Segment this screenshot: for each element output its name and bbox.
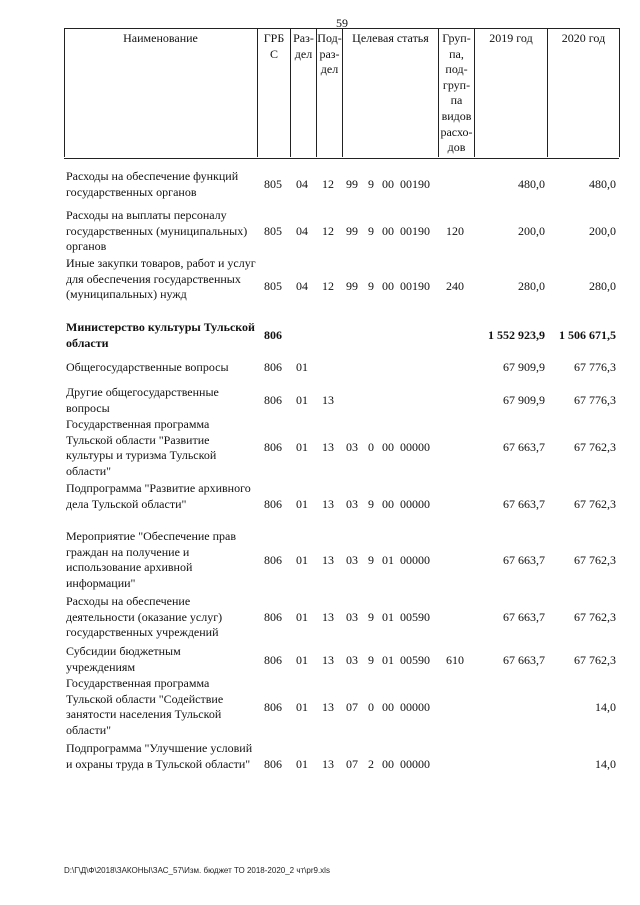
row-cs-direction: 00190 <box>400 177 430 191</box>
row-name: Общегосударственные вопросы <box>66 360 229 374</box>
row-grbs: 805 <box>264 224 282 238</box>
row-razdel: 01 <box>296 610 308 624</box>
row-value-2019: 67 909,9 <box>503 393 545 407</box>
row-cs-program: 03 <box>346 610 358 624</box>
row-value-2019: 67 663,7 <box>503 610 545 624</box>
row-cs-program: 03 <box>346 497 358 511</box>
file-path-footer: D:\Г\Д\Ф\2018\ЗАКОНЫ\ЗАС_57\Изм. бюджет ТО 2018-2020_2 чт\pr9.xls <box>64 866 330 875</box>
row-value-2019: 280,0 <box>518 279 545 293</box>
row-cs-program: 07 <box>346 757 358 771</box>
row-grbs: 806 <box>264 553 282 567</box>
row-cs-program: 99 <box>346 224 358 238</box>
row-cs-subprogram: 9 <box>368 653 374 667</box>
row-value-2020: 67 762,3 <box>574 553 616 567</box>
row-value-2020: 14,0 <box>595 700 616 714</box>
row-razdel: 04 <box>296 279 308 293</box>
row-razdel: 01 <box>296 700 308 714</box>
row-podrazdel: 13 <box>322 653 334 667</box>
row-expense-type: 120 <box>446 224 464 238</box>
page-number: 59 <box>336 16 348 30</box>
row-name: Министерство культуры Тульской области <box>66 320 255 350</box>
row-cs-event: 01 <box>382 553 394 567</box>
row-cs-direction: 00000 <box>400 700 430 714</box>
row-grbs: 806 <box>264 440 282 454</box>
row-razdel: 04 <box>296 224 308 238</box>
divider <box>547 28 548 157</box>
row-name: Подпрограмма "Улучшение условий и охраны труда в Тульской области" <box>66 741 253 771</box>
row-value-2019: 67 663,7 <box>503 653 545 667</box>
header-expense-group: Груп-па, под-груп-па видов расхо-дов <box>440 31 473 155</box>
row-value-2020: 67 776,3 <box>574 360 616 374</box>
row-cs-subprogram: 9 <box>368 610 374 624</box>
row-podrazdel: 12 <box>322 177 334 191</box>
row-podrazdel: 13 <box>322 553 334 567</box>
row-grbs: 806 <box>264 700 282 714</box>
row-grbs: 806 <box>264 393 282 407</box>
row-cs-event: 00 <box>382 224 394 238</box>
row-expense-type: 610 <box>446 653 464 667</box>
divider <box>257 28 258 157</box>
row-cs-direction: 00000 <box>400 553 430 567</box>
row-cs-subprogram: 9 <box>368 224 374 238</box>
header-name: Наименование <box>123 31 198 45</box>
header-razdel: Раз-дел <box>293 31 314 61</box>
header-2019: 2019 год <box>489 31 533 45</box>
row-cs-program: 99 <box>346 279 358 293</box>
row-name: Расходы на выплаты персоналу государственных (муниципальных) органов <box>66 208 248 254</box>
row-podrazdel: 13 <box>322 700 334 714</box>
row-value-2020: 67 776,3 <box>574 393 616 407</box>
row-grbs: 806 <box>264 610 282 624</box>
row-value-2020: 67 762,3 <box>574 497 616 511</box>
row-cs-subprogram: 9 <box>368 553 374 567</box>
row-podrazdel: 13 <box>322 440 334 454</box>
row-podrazdel: 13 <box>322 393 334 407</box>
row-grbs: 806 <box>264 328 282 342</box>
row-cs-direction: 00590 <box>400 610 430 624</box>
row-razdel: 01 <box>296 393 308 407</box>
row-razdel: 01 <box>296 440 308 454</box>
row-cs-direction: 00000 <box>400 440 430 454</box>
header-2020: 2020 год <box>561 31 606 45</box>
row-grbs: 806 <box>264 757 282 771</box>
row-name: Мероприятие "Обеспечение прав граждан на получение и использование архивной информации" <box>66 529 237 590</box>
row-cs-event: 00 <box>382 177 394 191</box>
row-value-2019: 67 909,9 <box>503 360 545 374</box>
row-value-2019: 1 552 923,9 <box>488 328 545 342</box>
divider <box>474 28 475 157</box>
row-name: Государственная программа Тульской области "Развитие культуры и туризма Тульской области" <box>66 417 217 478</box>
row-value-2019: 67 663,7 <box>503 497 545 511</box>
row-name: Расходы на обеспечение деятельности (оказание услуг) государственных учреждений <box>66 594 223 640</box>
row-cs-subprogram: 0 <box>368 700 374 714</box>
row-cs-event: 00 <box>382 497 394 511</box>
row-value-2019: 200,0 <box>518 224 545 238</box>
row-cs-event: 01 <box>382 653 394 667</box>
header-grbs: ГРБ С <box>263 31 285 61</box>
divider <box>342 28 343 157</box>
row-cs-event: 00 <box>382 757 394 771</box>
row-value-2020: 200,0 <box>589 224 616 238</box>
row-cs-program: 03 <box>346 653 358 667</box>
row-razdel: 01 <box>296 757 308 771</box>
row-razdel: 01 <box>296 653 308 667</box>
row-podrazdel: 12 <box>322 279 334 293</box>
row-name: Расходы на обеспечение функций государственных органов <box>66 169 239 199</box>
row-podrazdel: 13 <box>322 610 334 624</box>
row-cs-program: 03 <box>346 440 358 454</box>
row-cs-program: 99 <box>346 177 358 191</box>
row-cs-direction: 00000 <box>400 497 430 511</box>
row-name: Субсидии бюджетным учреждениям <box>66 644 181 674</box>
row-razdel: 01 <box>296 497 308 511</box>
row-name: Другие общегосударственные вопросы <box>66 385 219 415</box>
row-value-2019: 67 663,7 <box>503 553 545 567</box>
row-value-2020: 480,0 <box>589 177 616 191</box>
row-cs-event: 00 <box>382 440 394 454</box>
row-cs-event: 00 <box>382 279 394 293</box>
row-value-2019: 67 663,7 <box>503 440 545 454</box>
row-cs-subprogram: 2 <box>368 757 374 771</box>
row-grbs: 806 <box>264 497 282 511</box>
row-cs-subprogram: 9 <box>368 279 374 293</box>
row-cs-subprogram: 0 <box>368 440 374 454</box>
row-grbs: 805 <box>264 279 282 293</box>
row-name: Государственная программа Тульской области "Содействие занятости населения Тульской области" <box>66 676 224 737</box>
row-razdel: 01 <box>296 360 308 374</box>
row-cs-program: 07 <box>346 700 358 714</box>
row-grbs: 805 <box>264 177 282 191</box>
divider <box>64 28 65 157</box>
row-cs-direction: 00190 <box>400 279 430 293</box>
row-cs-direction: 00000 <box>400 757 430 771</box>
row-expense-type: 240 <box>446 279 464 293</box>
row-value-2020: 67 762,3 <box>574 610 616 624</box>
row-cs-subprogram: 9 <box>368 497 374 511</box>
row-cs-program: 03 <box>346 553 358 567</box>
row-podrazdel: 12 <box>322 224 334 238</box>
row-cs-event: 00 <box>382 700 394 714</box>
row-cs-event: 01 <box>382 610 394 624</box>
row-value-2020: 1 506 671,5 <box>559 328 616 342</box>
row-name: Подпрограмма "Развитие архивного дела Тульской области" <box>66 481 251 511</box>
header-target-article: Целевая статья <box>352 31 429 45</box>
row-cs-subprogram: 9 <box>368 177 374 191</box>
row-cs-direction: 00190 <box>400 224 430 238</box>
row-razdel: 04 <box>296 177 308 191</box>
row-value-2020: 67 762,3 <box>574 653 616 667</box>
header-podrazdel: Под-раз-дел <box>317 31 342 77</box>
row-podrazdel: 13 <box>322 497 334 511</box>
row-podrazdel: 13 <box>322 757 334 771</box>
row-value-2020: 280,0 <box>589 279 616 293</box>
row-grbs: 806 <box>264 653 282 667</box>
divider <box>619 28 620 157</box>
row-value-2020: 14,0 <box>595 757 616 771</box>
row-value-2019: 480,0 <box>518 177 545 191</box>
row-cs-direction: 00590 <box>400 653 430 667</box>
row-name: Иные закупки товаров, работ и услуг для обеспечения государственных (муниципальных) нужд <box>66 256 256 302</box>
row-razdel: 01 <box>296 553 308 567</box>
row-grbs: 806 <box>264 360 282 374</box>
row-value-2020: 67 762,3 <box>574 440 616 454</box>
